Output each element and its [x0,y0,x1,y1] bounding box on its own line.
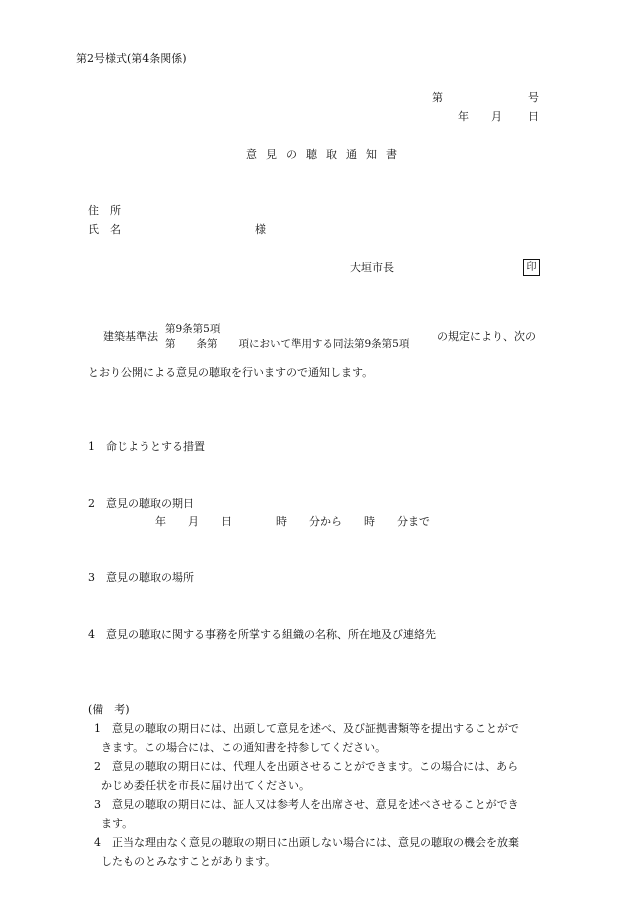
note-3a: 3 意見の聴取の期日には、証人又は参考人を出席させ、意見を述べさせることができ [94,798,519,811]
note-4b: したものとみなすことがあります。 [101,855,277,868]
body-line2: とおり公開による意見の聴取を行いますので通知します。 [88,366,374,379]
body-clause-upper: 第9条第5項 [165,323,221,335]
note-2b: かじめ委任状を市長に届け出てください。 [101,779,310,792]
note-3b: ます。 [101,817,134,830]
note-1a: 1 意見の聴取の期日には、出頭して意見を述べ、及び証拠書類等を提出することがで [94,722,519,735]
item-1: 1 命じようとする措置 [88,440,205,453]
body-law: 建築基準法 [103,330,158,343]
date-month: 月 [491,110,502,123]
note-2a: 2 意見の聴取の期日には、代理人を出頭させることができます。この場合には、あら [94,760,519,773]
date-day: 日 [528,110,539,123]
address-label: 住 所 [88,204,121,217]
item-3: 3 意見の聴取の場所 [88,571,194,584]
name-label: 氏 名 [88,223,121,236]
body-clause-tail: の規定により、次の [437,330,536,343]
form-label: 第2号様式(第4条関係) [76,52,187,65]
sender: 大垣市長 [350,261,394,274]
notes-heading: (備 考) [88,703,130,716]
note-1b: きます。この場合には、この通知書を持参してください。 [101,741,387,754]
document-title: 意見の聴取通知書 [246,148,406,161]
item-2: 2 意見の聴取の期日 [88,497,194,510]
seal-mark: 印 [523,259,540,276]
note-4a: 4 正当な理由なく意見の聴取の期日に出頭しない場合には、意見の聴取の機会を放棄 [94,836,519,849]
item-2-date: 年 月 日 時 分から 時 分まで [155,515,430,528]
item-4: 4 意見の聴取に関する事務を所掌する組織の名称、所在地及び連絡先 [88,628,436,641]
number-suffix: 号 [528,91,539,104]
date-year: 年 [458,110,469,123]
number-prefix: 第 [432,91,443,104]
body-clause-lower: 第 条第 項において準用する同法第9条第5項 [165,338,410,350]
honorific: 様 [255,223,266,236]
